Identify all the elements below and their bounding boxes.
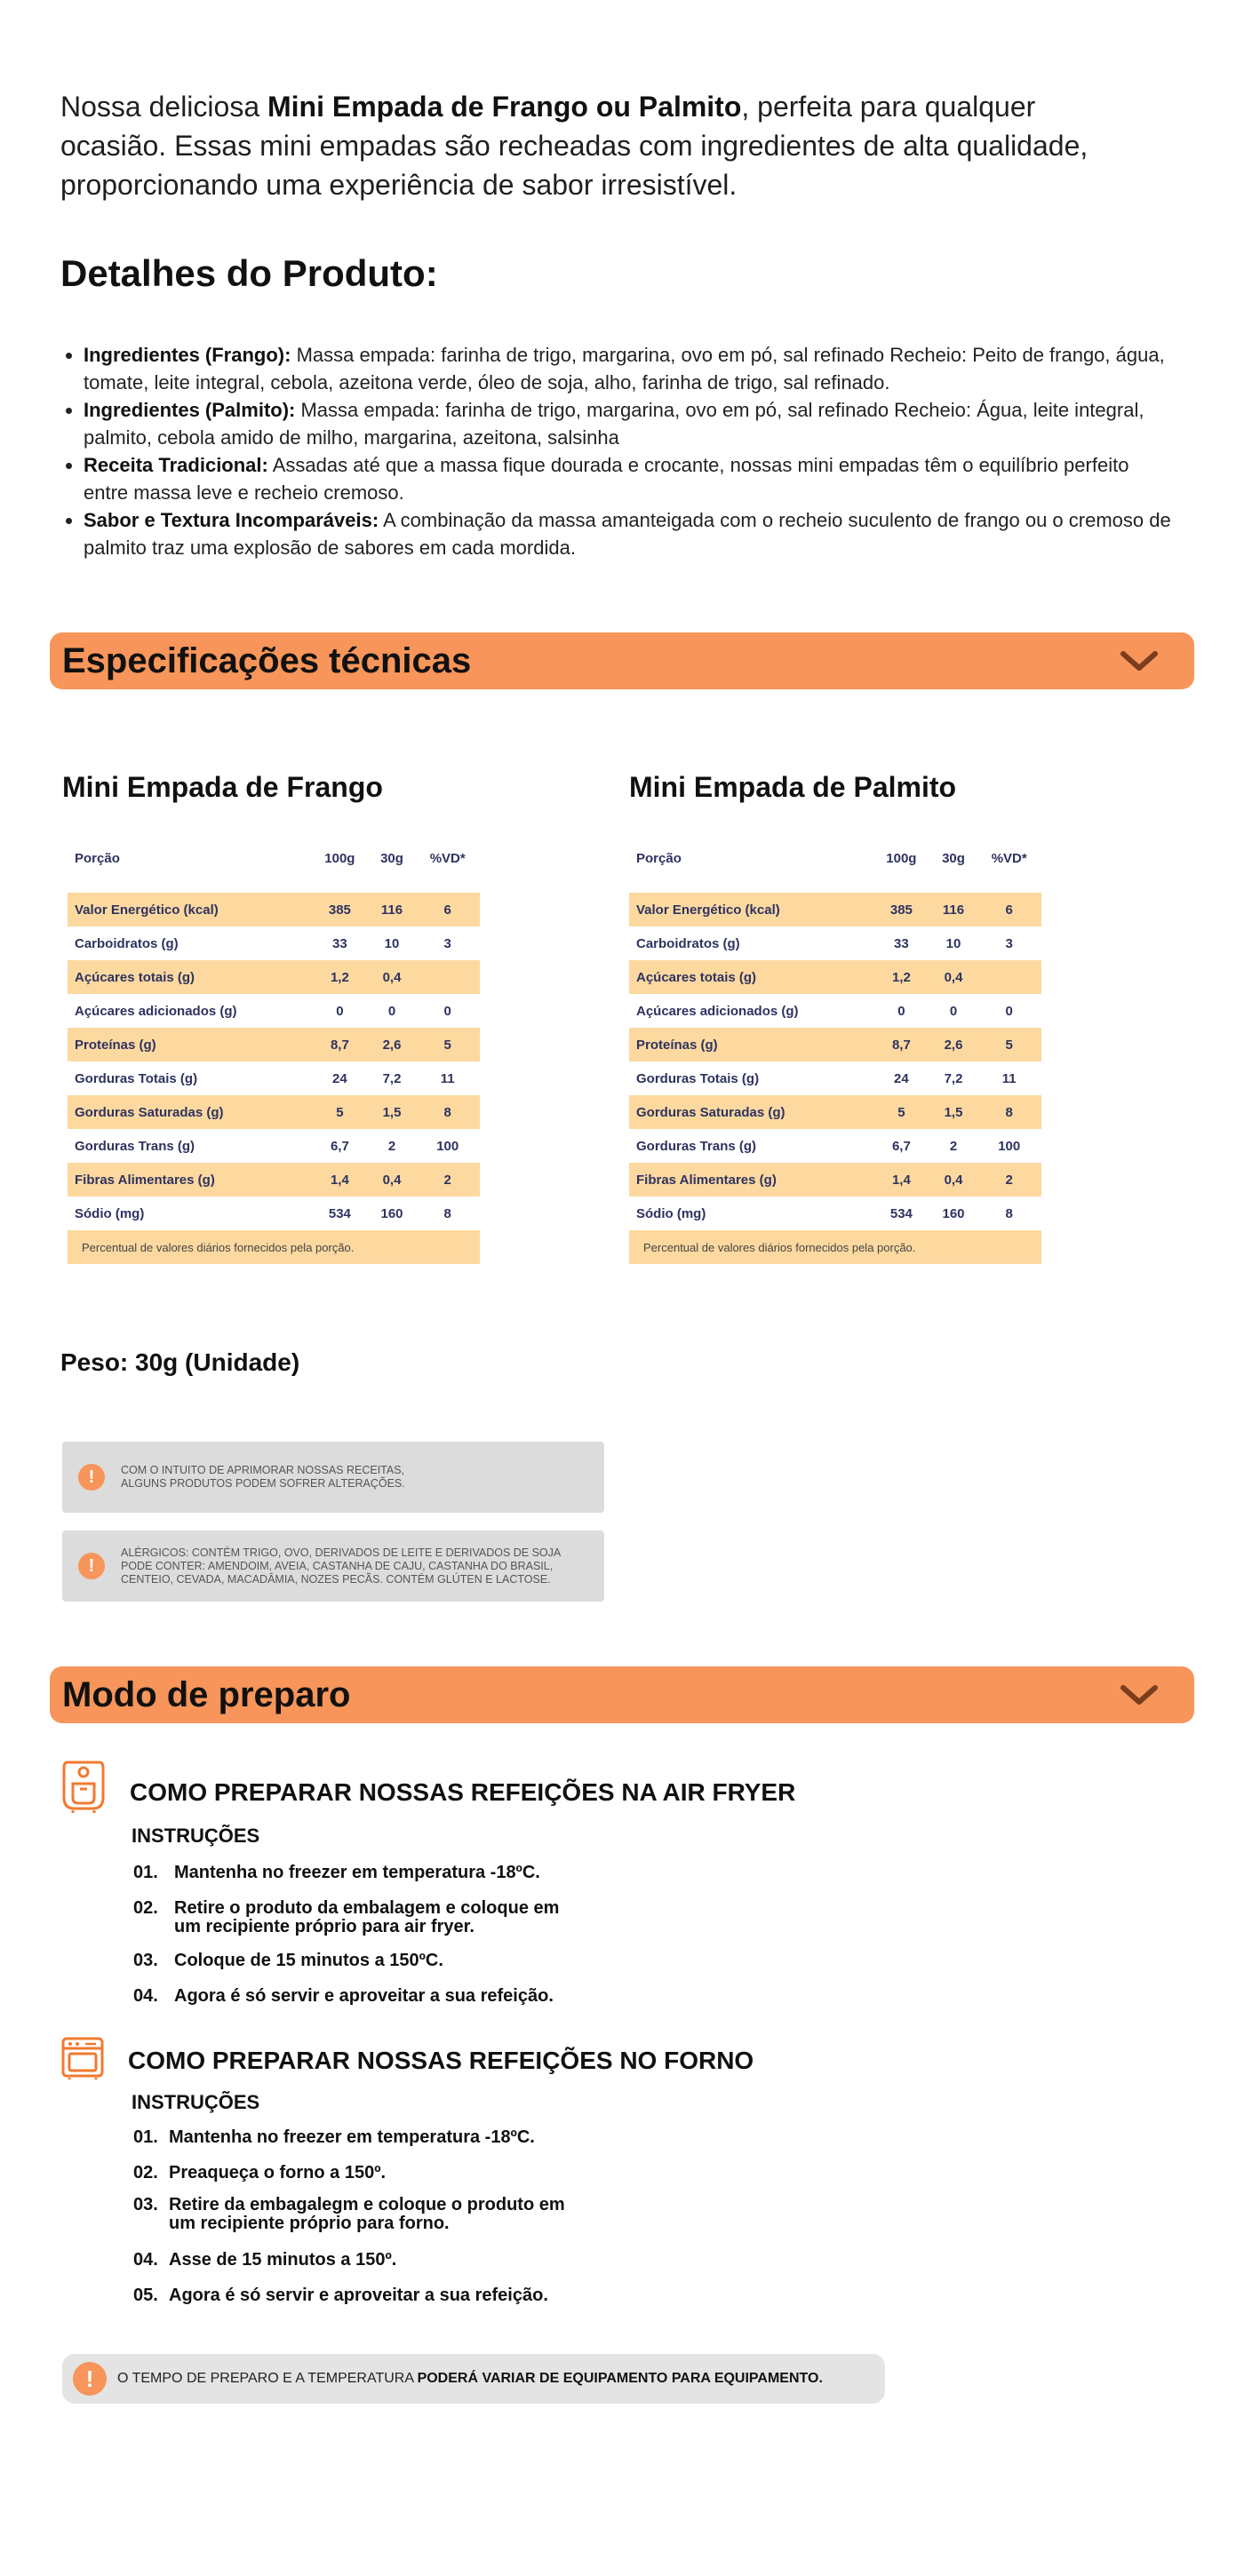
details-item-text: Massa empada: farinha de trigo, margarina, ovo em pó, sal refinado Recheio: Peito de frango, água, tomate, leite integral, cebola, azeitona verde, óleo de soja, alho, farinha de trigo, sal refinado. bbox=[84, 344, 1165, 394]
details-item-label: Receita Tradicional: bbox=[84, 454, 268, 476]
nutrient-value: 8 bbox=[443, 1205, 451, 1221]
alert-icon: ! bbox=[73, 2362, 107, 2396]
recipe-change-notice bbox=[62, 1442, 604, 1513]
nutrition-header-cell: %VD* bbox=[429, 850, 466, 866]
prep-title: Modo de preparo bbox=[62, 1674, 351, 1714]
step-number: 05. bbox=[133, 2286, 158, 2305]
nutrition-header-cell: 30g bbox=[380, 850, 403, 866]
step-text: Agora é só servir e aproveitar a sua refeição. bbox=[174, 1986, 554, 2006]
oven-step bbox=[133, 2164, 386, 2182]
step-number: 01. bbox=[133, 2127, 158, 2147]
specs-title: Especificações técnicas bbox=[62, 640, 472, 680]
nutrient-value: 8,7 bbox=[873, 1028, 929, 1061]
nutrient-value: 10 bbox=[945, 935, 961, 951]
air-fryer-icon bbox=[60, 1759, 107, 1814]
nutrition-row bbox=[629, 893, 1041, 926]
airfryer-step bbox=[133, 1864, 540, 1882]
airfryer-step bbox=[133, 1952, 443, 1970]
nutrient-name: Gorduras Totais (g) bbox=[636, 1070, 760, 1086]
nutrient-value: 0 bbox=[897, 1003, 905, 1019]
nutrition-spacer bbox=[629, 875, 1041, 893]
step-text: Asse de 15 minutos a 150º. bbox=[169, 2250, 397, 2270]
nutrient-value: 0,4 bbox=[369, 960, 416, 994]
nutrient-name: Sódio (mg) bbox=[636, 1205, 706, 1221]
prep-time-notice-text bbox=[117, 2371, 823, 2387]
nutrition-header-cell: 30g bbox=[942, 850, 965, 866]
intro-product-name: Mini Empada de Frango ou Palmito bbox=[267, 91, 742, 123]
nutrient-value: 116 bbox=[930, 893, 977, 926]
notice-normal-text: O TEMPO DE PREPARO E A TEMPERATURA bbox=[117, 2371, 418, 2386]
nutrient-value: 0 bbox=[1005, 1003, 1013, 1019]
nutrient-value: 10 bbox=[384, 935, 400, 951]
details-item bbox=[84, 451, 1176, 506]
nutrient-value: 2 bbox=[949, 1138, 958, 1154]
nutrition-title: Mini Empada de Palmito bbox=[629, 771, 957, 803]
nutrient-name: Carboidratos (g) bbox=[75, 935, 179, 951]
nutrient-name: Carboidratos (g) bbox=[636, 935, 740, 951]
spacer-cell bbox=[68, 875, 480, 893]
details-item bbox=[84, 341, 1176, 396]
nutrient-name: Sódio (mg) bbox=[75, 1205, 145, 1221]
step-number: 03. bbox=[133, 2195, 158, 2214]
nutrition-row bbox=[68, 926, 480, 960]
chevron-down-icon[interactable] bbox=[1120, 1682, 1159, 1707]
step-text: Agora é só servir e aproveitar a sua refeição. bbox=[169, 2286, 548, 2305]
nutrient-name: Gorduras Saturadas (g) bbox=[629, 1095, 873, 1129]
nutrition-spacer bbox=[68, 875, 480, 893]
nutrition-row bbox=[68, 1129, 480, 1163]
oven-step bbox=[133, 2196, 565, 2233]
nutrient-value: 3 bbox=[1005, 935, 1013, 951]
step-number: 04. bbox=[133, 1986, 158, 2006]
nutrition-block-frango bbox=[62, 771, 480, 1264]
nutrient-name: Fibras Alimentares (g) bbox=[629, 1163, 873, 1197]
nutrition-table bbox=[629, 841, 1041, 1264]
nutrient-value: 116 bbox=[369, 893, 416, 926]
airfryer-instructions-label: INSTRUÇÕES bbox=[132, 1825, 260, 1847]
nutrition-footnote: Percentual de valores diários fornecidos pela porção. bbox=[629, 1230, 1041, 1264]
nutrient-name: Açúcares adicionados (g) bbox=[75, 1003, 237, 1019]
nutrient-name: Gorduras Saturadas (g) bbox=[68, 1095, 311, 1129]
nutrient-value: 0,4 bbox=[930, 1163, 977, 1197]
details-item-text: Massa empada: farinha de trigo, margarina, ovo em pó, sal refinado Recheio: Água, leite integral, palmito, cebola amido de milho, margarina, azeitona, salsinha bbox=[84, 399, 1144, 449]
spacer-cell bbox=[629, 875, 1041, 893]
nutrition-row bbox=[68, 1028, 480, 1061]
details-item bbox=[84, 506, 1176, 561]
nutrient-value: 6,7 bbox=[330, 1138, 349, 1154]
nutrition-header-cell: %VD* bbox=[991, 850, 1027, 866]
nutrition-row bbox=[629, 1028, 1041, 1061]
nutrient-name: Valor Energético (kcal) bbox=[629, 893, 873, 926]
nutrient-value: 534 bbox=[889, 1205, 913, 1221]
nutrient-value: 0 bbox=[387, 1003, 396, 1019]
oven-step bbox=[133, 2286, 548, 2305]
nutrient-value: 2,6 bbox=[369, 1028, 416, 1061]
details-item-text: Assadas até que a massa fique dourada e crocante, nossas mini empadas têm o equilíbrio perfeito entre massa leve e recheio cremoso. bbox=[84, 454, 1129, 504]
nutrient-value: 385 bbox=[311, 893, 368, 926]
nutrient-value: 8 bbox=[977, 1095, 1041, 1129]
nutrient-value: 11 bbox=[1001, 1070, 1017, 1086]
airfryer-title: COMO PREPARAR NOSSAS REFEIÇÕES NA AIR FRYER bbox=[130, 1778, 796, 1806]
nutrient-value: 24 bbox=[894, 1070, 909, 1086]
nutrient-value: 3 bbox=[443, 935, 451, 951]
nutrient-value: 11 bbox=[440, 1070, 455, 1086]
nutrient-value: 8,7 bbox=[311, 1028, 368, 1061]
details-item-text: A combinação da massa amanteigada com o recheio suculento de frango ou o cremoso de palmito traz uma explosão de sabores em cada mordida. bbox=[84, 509, 1171, 559]
nutrition-table bbox=[68, 841, 480, 1264]
prep-accordion-header[interactable] bbox=[50, 1666, 1194, 1723]
alert-icon: ! bbox=[78, 1464, 105, 1491]
nutrition-header-row bbox=[629, 841, 1041, 875]
nutrient-value: 100 bbox=[436, 1138, 459, 1154]
nutrition-block-palmito bbox=[629, 771, 1041, 1264]
nutrient-name: Valor Energético (kcal) bbox=[68, 893, 311, 926]
nutrition-header-cell: Porção bbox=[636, 850, 682, 866]
nutrient-value: 385 bbox=[873, 893, 929, 926]
airfryer-step bbox=[133, 1987, 554, 2006]
nutrition-header-row bbox=[68, 841, 480, 875]
nutrition-row bbox=[629, 926, 1041, 960]
notice-text: COM O INTUITO DE APRIMORAR NOSSAS RECEITAS, ALGUNS PRODUTOS PODEM SOFRER ALTERAÇÕES. bbox=[121, 1464, 405, 1490]
alert-icon: ! bbox=[78, 1553, 105, 1579]
nutrient-value bbox=[977, 960, 1041, 994]
nutrient-value: 7,2 bbox=[382, 1070, 402, 1086]
nutrition-row bbox=[68, 1197, 480, 1230]
nutrient-value bbox=[415, 960, 480, 994]
nutrient-value: 5 bbox=[311, 1095, 368, 1129]
details-item bbox=[84, 396, 1176, 451]
nutrient-value: 2 bbox=[977, 1163, 1041, 1197]
specs-accordion-header[interactable] bbox=[50, 632, 1194, 689]
nutrient-name: Proteínas (g) bbox=[629, 1028, 873, 1061]
nutrition-header-cell: 100g bbox=[324, 850, 355, 866]
oven-step bbox=[133, 2251, 396, 2270]
nutrition-row bbox=[629, 960, 1041, 994]
nutrient-value: 1,5 bbox=[369, 1095, 416, 1129]
nutrient-value: 6 bbox=[977, 893, 1041, 926]
prep-time-notice bbox=[62, 2354, 885, 2404]
details-item-label: Sabor e Textura Incomparáveis: bbox=[84, 509, 379, 531]
nutrient-value: 5 bbox=[977, 1028, 1041, 1061]
nutrient-value: 6 bbox=[415, 893, 480, 926]
nutrient-name: Açúcares totais (g) bbox=[629, 960, 873, 994]
step-text: Preaqueça o forno a 150º. bbox=[169, 2163, 387, 2182]
nutrient-value: 33 bbox=[332, 935, 347, 951]
nutrition-header-cell: 100g bbox=[886, 850, 917, 866]
nutrition-row bbox=[68, 994, 480, 1028]
nutrient-value: 2 bbox=[415, 1163, 480, 1197]
nutrition-title: Mini Empada de Frango bbox=[62, 771, 383, 803]
intro-text-end: , perfeita para qualquer ocasião. Essas mini empadas são recheadas com ingredientes de alta qualidade, proporcionando uma experiência de sabor irresistível. bbox=[60, 91, 1088, 201]
nutrient-name: Gorduras Totais (g) bbox=[75, 1070, 198, 1086]
step-number: 01. bbox=[133, 1863, 158, 1882]
step-text: Retire da embagalegm e coloque o produto em um recipiente próprio para forno. bbox=[169, 2195, 565, 2233]
nutrient-name: Açúcares totais (g) bbox=[68, 960, 311, 994]
intro-paragraph bbox=[60, 87, 1144, 204]
step-number: 02. bbox=[133, 2163, 158, 2182]
step-number: 02. bbox=[133, 1898, 158, 1918]
intro-text-start: Nossa deliciosa bbox=[60, 91, 267, 123]
nutrient-value: 2 bbox=[387, 1138, 396, 1154]
nutrition-row bbox=[629, 994, 1041, 1028]
nutrient-value: 24 bbox=[332, 1070, 347, 1086]
nutrition-row bbox=[68, 1095, 480, 1129]
nutrient-value: 2,6 bbox=[930, 1028, 977, 1061]
nutrient-value: 1,5 bbox=[930, 1095, 977, 1129]
oven-step bbox=[133, 2128, 535, 2147]
notice-text: ALÉRGICOS: CONTÉM TRIGO, OVO, DERIVADOS DE LEITE E DERIVADOS DE SOJA PODE CONTER: AMENDOIM, AVEIA, CASTANHA DE CAJU, CASTANHA DO BRASIL, CENTEIO, CEVADA, MACADÂMIA, NOZES PECÃS. CONTÉM GLÚTEN E LACTOSE. bbox=[121, 1546, 562, 1586]
nutrient-name: Açúcares adicionados (g) bbox=[636, 1003, 799, 1019]
oven-title: COMO PREPARAR NOSSAS REFEIÇÕES NO FORNO bbox=[128, 2047, 754, 2074]
nutrition-row bbox=[629, 1061, 1041, 1095]
nutrient-value: 1,4 bbox=[311, 1163, 368, 1197]
nutrient-value: 6,7 bbox=[891, 1138, 911, 1154]
nutrient-value: 33 bbox=[894, 935, 909, 951]
oven-icon bbox=[60, 2036, 105, 2080]
nutrient-value: 0,4 bbox=[369, 1163, 416, 1197]
nutrient-name: Fibras Alimentares (g) bbox=[68, 1163, 311, 1197]
nutrient-value: 5 bbox=[415, 1028, 480, 1061]
nutrition-row bbox=[629, 1095, 1041, 1129]
nutrient-value: 100 bbox=[998, 1138, 1021, 1154]
nutrition-row bbox=[68, 1163, 480, 1197]
nutrition-footnote: Percentual de valores diários fornecidos pela porção. bbox=[68, 1230, 480, 1264]
airfryer-step bbox=[133, 1899, 559, 1936]
step-number: 04. bbox=[133, 2250, 158, 2270]
step-text: Coloque de 15 minutos a 150ºC. bbox=[174, 1951, 443, 1970]
nutrient-value: 1,2 bbox=[311, 960, 368, 994]
weight-label: Peso: 30g (Unidade) bbox=[60, 1348, 300, 1376]
nutrition-footnote-row bbox=[68, 1230, 480, 1264]
nutrient-value: 160 bbox=[380, 1205, 403, 1221]
nutrient-value: 7,2 bbox=[944, 1070, 963, 1086]
nutrition-row bbox=[629, 1129, 1041, 1163]
step-text: Retire o produto da embalagem e coloque em um recipiente próprio para air fryer. bbox=[174, 1898, 560, 1936]
nutrient-value: 534 bbox=[328, 1205, 351, 1221]
nutrient-name: Proteínas (g) bbox=[68, 1028, 311, 1061]
oven-instructions-label: INSTRUÇÕES bbox=[132, 2091, 260, 2113]
nutrient-value: 0 bbox=[443, 1003, 451, 1019]
nutrient-name: Gorduras Trans (g) bbox=[75, 1138, 195, 1154]
details-item-label: Ingredientes (Palmito): bbox=[84, 399, 296, 421]
nutrient-value: 0 bbox=[336, 1003, 344, 1019]
nutrition-footnote-row bbox=[629, 1230, 1041, 1264]
nutrient-value: 1,4 bbox=[873, 1163, 929, 1197]
nutrition-row bbox=[68, 893, 480, 926]
step-text: Mantenha no freezer em temperatura -18ºC. bbox=[174, 1863, 540, 1882]
details-item-label: Ingredientes (Frango): bbox=[84, 344, 291, 366]
allergen-notice bbox=[62, 1530, 604, 1602]
nutrient-value: 0 bbox=[949, 1003, 958, 1019]
nutrition-row bbox=[629, 1163, 1041, 1197]
nutrition-row bbox=[68, 1061, 480, 1095]
step-text: Mantenha no freezer em temperatura -18ºC. bbox=[169, 2127, 535, 2147]
step-number: 03. bbox=[133, 1951, 158, 1970]
nutrient-value: 0,4 bbox=[930, 960, 977, 994]
nutrient-value: 160 bbox=[942, 1205, 965, 1221]
notice-bold-text: PODERÁ VARIAR DE EQUIPAMENTO PARA EQUIPAMENTO. bbox=[417, 2371, 823, 2386]
nutrient-value: 8 bbox=[415, 1095, 480, 1129]
nutrition-row bbox=[629, 1197, 1041, 1230]
details-title: Detalhes do Produto: bbox=[60, 252, 438, 294]
nutrition-row bbox=[68, 960, 480, 994]
chevron-down-icon[interactable] bbox=[1120, 648, 1159, 673]
nutrition-header-cell: Porção bbox=[75, 850, 120, 866]
nutrient-value: 1,2 bbox=[873, 960, 929, 994]
nutrient-value: 8 bbox=[1005, 1205, 1013, 1221]
nutrient-value: 5 bbox=[873, 1095, 929, 1129]
details-list bbox=[60, 341, 1176, 561]
nutrient-name: Gorduras Trans (g) bbox=[636, 1138, 757, 1154]
